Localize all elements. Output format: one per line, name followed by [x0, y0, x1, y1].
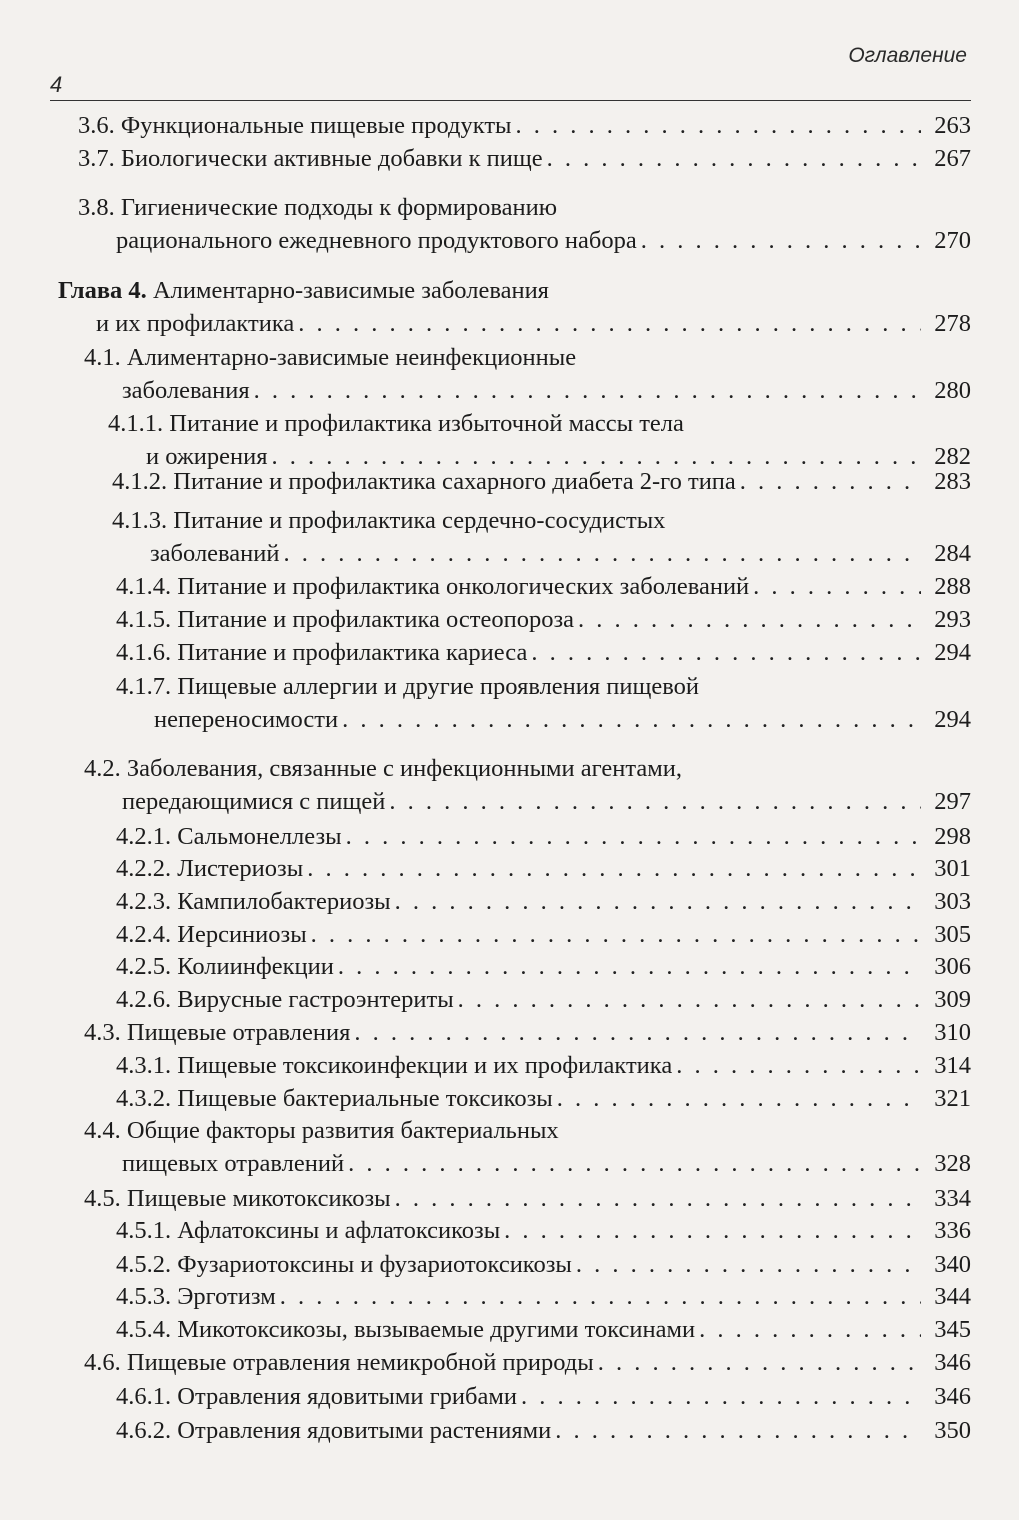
toc-page-number: 282 [934, 443, 971, 470]
toc-entry-line [116, 1248, 971, 1281]
toc-page-number: 270 [934, 227, 971, 254]
toc-entry [116, 670, 971, 736]
toc-page-number: 340 [934, 1251, 971, 1278]
toc-page-number: 336 [934, 1217, 971, 1244]
toc-entry [116, 1248, 971, 1281]
toc-page-number: 306 [934, 953, 971, 980]
dot-leader [284, 537, 922, 570]
toc-entry-title: 4.1. Алиментарно-зависимые неинфекционные [84, 344, 577, 371]
dot-leader [338, 950, 921, 983]
toc-entry-title: 4.5.2. Фузариотоксины и фузариотоксикозы [116, 1251, 572, 1278]
toc-entry [84, 1016, 971, 1049]
toc-page-number: 267 [934, 145, 971, 172]
dot-leader [547, 142, 921, 175]
dot-leader [298, 307, 921, 340]
toc-entry [84, 752, 971, 818]
toc-entry-line [116, 820, 971, 853]
toc-entry-line [84, 341, 971, 374]
toc-page-number: 278 [934, 310, 971, 337]
toc-page-number: 280 [934, 377, 971, 404]
toc-entry-continuation [58, 307, 971, 340]
toc-entry-line [116, 1380, 971, 1413]
toc-page-number: 288 [934, 573, 971, 600]
toc-page-number: 309 [934, 986, 971, 1013]
toc-page-number: 298 [934, 823, 971, 850]
toc-entry-title: заболеваний [150, 540, 280, 567]
toc-entry-title: 4.5.1. Афлатоксины и афлатоксикозы [116, 1217, 501, 1244]
toc-entry [116, 570, 971, 603]
toc-entry-line [116, 1214, 971, 1247]
toc-entry [116, 1049, 971, 1082]
toc-entry-title: и их профилактика [96, 310, 295, 337]
dot-leader [641, 224, 921, 257]
toc-entry-continuation [84, 1147, 971, 1180]
toc-entry-title: 3.6. Функциональные пищевые продукты [78, 112, 512, 139]
toc-entry [58, 274, 971, 340]
toc-entry-line [78, 109, 971, 142]
toc-entry-line [116, 1313, 971, 1346]
toc-page-number: 350 [934, 1417, 971, 1444]
toc-entry-title: передающимися с пищей [122, 788, 386, 815]
dot-leader [578, 603, 921, 636]
toc-entry-title: 4.2.4. Иерсиниозы [116, 921, 307, 948]
toc-entry-title: 4.1.3. Питание и профилактика сердечно-сосудистых [112, 507, 666, 534]
toc-entry-line [116, 885, 971, 918]
toc-entry-line [116, 852, 971, 885]
chapter-label: Глава 4. [58, 277, 147, 304]
toc-entry [116, 885, 971, 918]
toc-entry-line [116, 636, 971, 669]
toc-entry-line [116, 670, 971, 703]
toc-page-number: 346 [934, 1349, 971, 1376]
toc-entry [116, 603, 971, 636]
toc-entry [84, 1182, 971, 1215]
toc-entry-continuation [78, 224, 971, 257]
toc-entry-line [116, 1414, 971, 1447]
toc-entry [84, 1346, 971, 1379]
toc-entry-line [78, 142, 971, 175]
dot-leader [516, 109, 922, 142]
toc-entry [116, 1414, 971, 1447]
toc-page-number: 301 [934, 855, 971, 882]
toc-entry-line [78, 191, 971, 224]
toc-entry-line [116, 950, 971, 983]
toc-entry [84, 1114, 971, 1180]
toc-entry-title: 4.2.6. Вирусные гастроэнтериты [116, 986, 454, 1013]
toc-entry-line [84, 1114, 971, 1147]
dot-leader [254, 374, 921, 407]
dot-leader [395, 885, 921, 918]
toc-entry-title: 4.1.4. Питание и профилактика онкологических заболеваний [116, 573, 750, 600]
toc-page-number: 305 [934, 921, 971, 948]
toc-entry-line [116, 1280, 971, 1313]
dot-leader [280, 1280, 921, 1313]
dot-leader [311, 918, 921, 951]
toc-entry-title: 4.2.5. Колиинфекции [116, 953, 334, 980]
toc-entry-title: 4.2. Заболевания, связанные с инфекционными агентами, [84, 755, 682, 782]
toc-entry-line [116, 918, 971, 951]
dot-leader [354, 1016, 921, 1049]
toc-entry-line [58, 274, 971, 307]
toc-page-number: 293 [934, 606, 971, 633]
toc-entry-title: 3.8. Гигиенические подходы к формированию [78, 194, 557, 221]
toc-page-number: 294 [934, 639, 971, 666]
toc-entry-title: 4.5. Пищевые микотоксикозы [84, 1185, 391, 1212]
toc-entry-title: 4.6.1. Отравления ядовитыми грибами [116, 1383, 517, 1410]
dot-leader [389, 785, 921, 818]
toc-page-number: 310 [934, 1019, 971, 1046]
toc-entry-title: Алиментарно-зависимые заболевания [152, 277, 549, 304]
toc-entry-line [116, 1049, 971, 1082]
toc-entry-line [112, 465, 971, 498]
toc-page-number: 283 [934, 468, 971, 495]
toc-entry-title: непереносимости [154, 706, 339, 733]
toc-entry-title: 4.6. Пищевые отравления немикробной природы [84, 1349, 594, 1376]
toc-entry-title: 4.5.4. Микотоксикозы, вызываемые другими токсинами [116, 1316, 696, 1343]
toc-entry-title: 4.1.5. Питание и профилактика остеопороза [116, 606, 574, 633]
running-header-title: Оглавление [848, 44, 967, 67]
toc-entry-line [84, 1016, 971, 1049]
toc-entry-continuation [116, 703, 971, 736]
toc-entry [116, 1214, 971, 1247]
toc-page-number: 345 [934, 1316, 971, 1343]
toc-entry-line [108, 407, 971, 440]
toc-entry [116, 918, 971, 951]
toc-entry [112, 504, 971, 570]
toc-page-number: 321 [934, 1085, 971, 1112]
dot-leader [699, 1313, 921, 1346]
dot-leader [531, 636, 921, 669]
toc-page-number: 344 [934, 1283, 971, 1310]
toc-page-number: 314 [934, 1052, 971, 1079]
toc-entry-title: 4.6.2. Отравления ядовитыми растениями [116, 1417, 552, 1444]
dot-leader [557, 1082, 921, 1115]
dot-leader [676, 1049, 921, 1082]
toc-entry-title: 4.1.1. Питание и профилактика избыточной массы тела [108, 410, 684, 437]
toc-page-number: 284 [934, 540, 971, 567]
toc-entry-title: и ожирения [146, 443, 268, 470]
toc-entry-title: 4.1.2. Питание и профилактика сахарного диабета 2-го типа [112, 468, 736, 495]
dot-leader [346, 820, 921, 853]
toc-entry [78, 142, 971, 175]
toc-entry-line [116, 603, 971, 636]
dot-leader [395, 1182, 921, 1215]
page-number: 4 [50, 72, 63, 97]
toc-entry-continuation [112, 537, 971, 570]
toc-page-number: 263 [934, 112, 971, 139]
toc-entry-continuation [84, 374, 971, 407]
toc-entry-title: 4.1.6. Питание и профилактика кариеса [116, 639, 528, 666]
toc-page-number: 303 [934, 888, 971, 915]
toc-entry-line [116, 983, 971, 1016]
toc-page-number: 294 [934, 706, 971, 733]
toc-entry [116, 950, 971, 983]
dot-leader [576, 1248, 921, 1281]
toc-entry-title: 4.2.2. Листериозы [116, 855, 304, 882]
toc-entry-title: пищевых отравлений [122, 1150, 345, 1177]
toc-entry-continuation [84, 785, 971, 818]
toc-page-number: 334 [934, 1185, 971, 1212]
dot-leader [753, 570, 921, 603]
toc-page-number: 346 [934, 1383, 971, 1410]
toc-entry-title: 4.2.3. Кампилобактериозы [116, 888, 391, 915]
toc-entry [116, 820, 971, 853]
dot-leader [458, 983, 921, 1016]
toc-entry-title: рационального ежедневного продуктового набора [116, 227, 637, 254]
dot-leader [342, 703, 921, 736]
toc-entry [116, 636, 971, 669]
toc-entry-title: 4.3. Пищевые отравления [84, 1019, 351, 1046]
toc-entry [84, 341, 971, 407]
toc-entry [116, 852, 971, 885]
toc-entry-line [84, 752, 971, 785]
toc-entry-line [116, 1082, 971, 1115]
toc-entry [116, 1313, 971, 1346]
toc-entry [116, 1280, 971, 1313]
toc-entry-line [112, 504, 971, 537]
dot-leader [740, 465, 921, 498]
toc-entry-title: 4.3.2. Пищевые бактериальные токсикозы [116, 1085, 553, 1112]
dot-leader [521, 1380, 921, 1413]
toc-entry [116, 983, 971, 1016]
toc-page-number: 297 [934, 788, 971, 815]
toc-entry-title: 4.1.7. Пищевые аллергии и другие проявления пищевой [116, 673, 700, 700]
toc-entry-line [116, 570, 971, 603]
toc-entry-title: 4.4. Общие факторы развития бактериальных [84, 1117, 559, 1144]
dot-leader [307, 852, 921, 885]
toc-entry-title: заболевания [122, 377, 250, 404]
toc-entry [116, 1380, 971, 1413]
dot-leader [598, 1346, 921, 1379]
toc-entry-title: 3.7. Биологически активные добавки к пище [78, 145, 543, 172]
toc-page-number: 328 [934, 1150, 971, 1177]
toc-entry-line [84, 1182, 971, 1215]
toc-entry-title: 4.2.1. Сальмонеллезы [116, 823, 342, 850]
toc-entry-title: 4.5.3. Эрготизм [116, 1283, 276, 1310]
toc-entry [116, 1082, 971, 1115]
toc-entry [112, 465, 971, 498]
toc-entry-line [84, 1346, 971, 1379]
dot-leader [555, 1414, 921, 1447]
toc-entry [78, 191, 971, 257]
toc-entry-title: 4.3.1. Пищевые токсикоинфекции и их профилактика [116, 1052, 673, 1079]
toc-entry [108, 407, 971, 473]
dot-leader [504, 1214, 921, 1247]
dot-leader [348, 1147, 921, 1180]
toc-entry [78, 109, 971, 142]
